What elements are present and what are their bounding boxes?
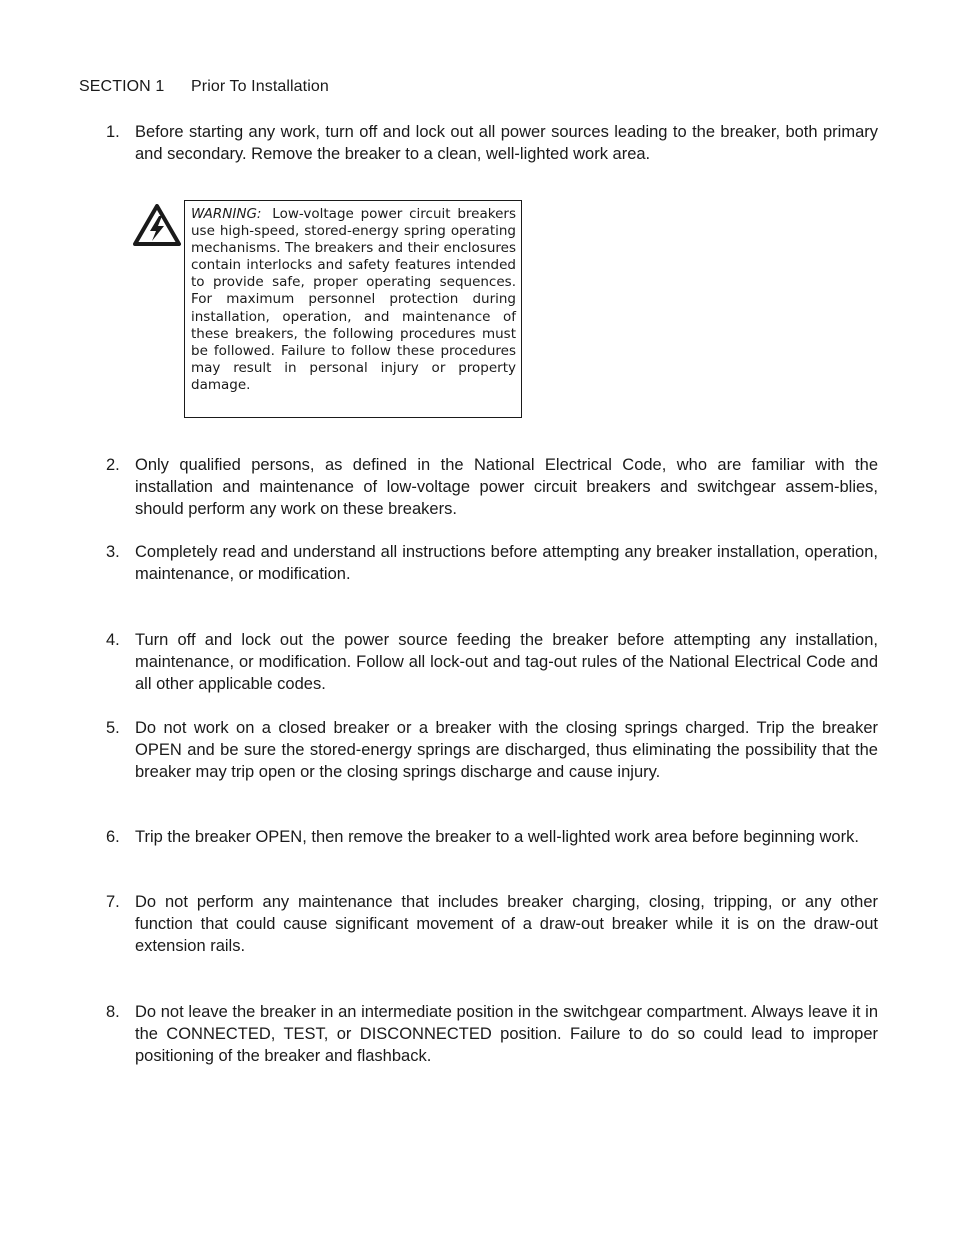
list-item [106, 541, 878, 585]
list-item-number: 1. [106, 123, 120, 141]
list-item [106, 121, 878, 165]
list-item-text: Trip the breaker OPEN, then remove the breaker to a well-lighted work area before beginning work. [135, 828, 859, 846]
list-item [106, 629, 878, 695]
list-item-number: 7. [106, 893, 120, 911]
list-item-text: Do not work on a closed breaker or a breaker with the closing springs charged. Trip the breaker OPEN and be sure the stored-energy springs are discharged, thus eliminating the possibility that the breaker may trip open or the closing springs discharge and cause injury. [135, 719, 878, 781]
list-item [106, 717, 878, 783]
list-item [106, 826, 878, 848]
warning-box [184, 200, 522, 418]
section-heading [79, 78, 329, 96]
list-item-number: 6. [106, 828, 120, 846]
list-item-text: Completely read and understand all instructions before attempting any breaker installation, operation, maintenance, or modification. [135, 543, 878, 583]
list-item-number: 4. [106, 631, 120, 649]
list-item [106, 454, 878, 520]
warning-label: WARNING: [191, 206, 262, 222]
list-item [106, 891, 878, 957]
list-item-number: 2. [106, 456, 120, 474]
list-item-text: Only qualified persons, as defined in the National Electrical Code, who are familiar with the installation and maintenance of low-voltage power circuit breakers and switchgear assem-blies, should perform any work on these breakers. [135, 456, 878, 518]
warning-text: Low-voltage power circuit breakers use high-speed, stored-energy spring operating mechanisms. The breakers and their enclosures contain interlocks and safety features intended to provide safe, proper operating sequences. For maximum personnel protection during installation, operation, and maintenance of these breakers, the following procedures must be followed. Failure to follow these procedures may result in personal injury or property damage. [191, 206, 516, 393]
list-item-number: 5. [106, 719, 120, 737]
list-item-text: Turn off and lock out the power source feeding the breaker before attempting any installation, maintenance, or modification. Follow all lock-out and tag-out rules of the National Electrical Code and all other applicable codes. [135, 631, 878, 693]
list-item-text: Before starting any work, turn off and lock out all power sources leading to the breaker, both primary and secondary. Remove the breaker to a clean, well-lighted work area. [135, 123, 878, 163]
high-voltage-warning-icon [133, 204, 181, 246]
list-item [106, 1001, 878, 1067]
list-item-number: 3. [106, 543, 120, 561]
section-title: Prior To Installation [191, 78, 329, 95]
list-item-text: Do not perform any maintenance that includes breaker charging, closing, tripping, or any other function that could cause significant movement of a draw-out breaker while it is on the draw-out extension rails. [135, 893, 878, 955]
list-item-text: Do not leave the breaker in an intermediate position in the switchgear compartment. Always leave it in the CONNECTED, TEST, or DISCONNECTED position. Failure to do so could lead to improper positioning of the breaker and flashback. [135, 1003, 878, 1065]
section-number: SECTION 1 [79, 78, 165, 95]
list-item-number: 8. [106, 1003, 120, 1021]
